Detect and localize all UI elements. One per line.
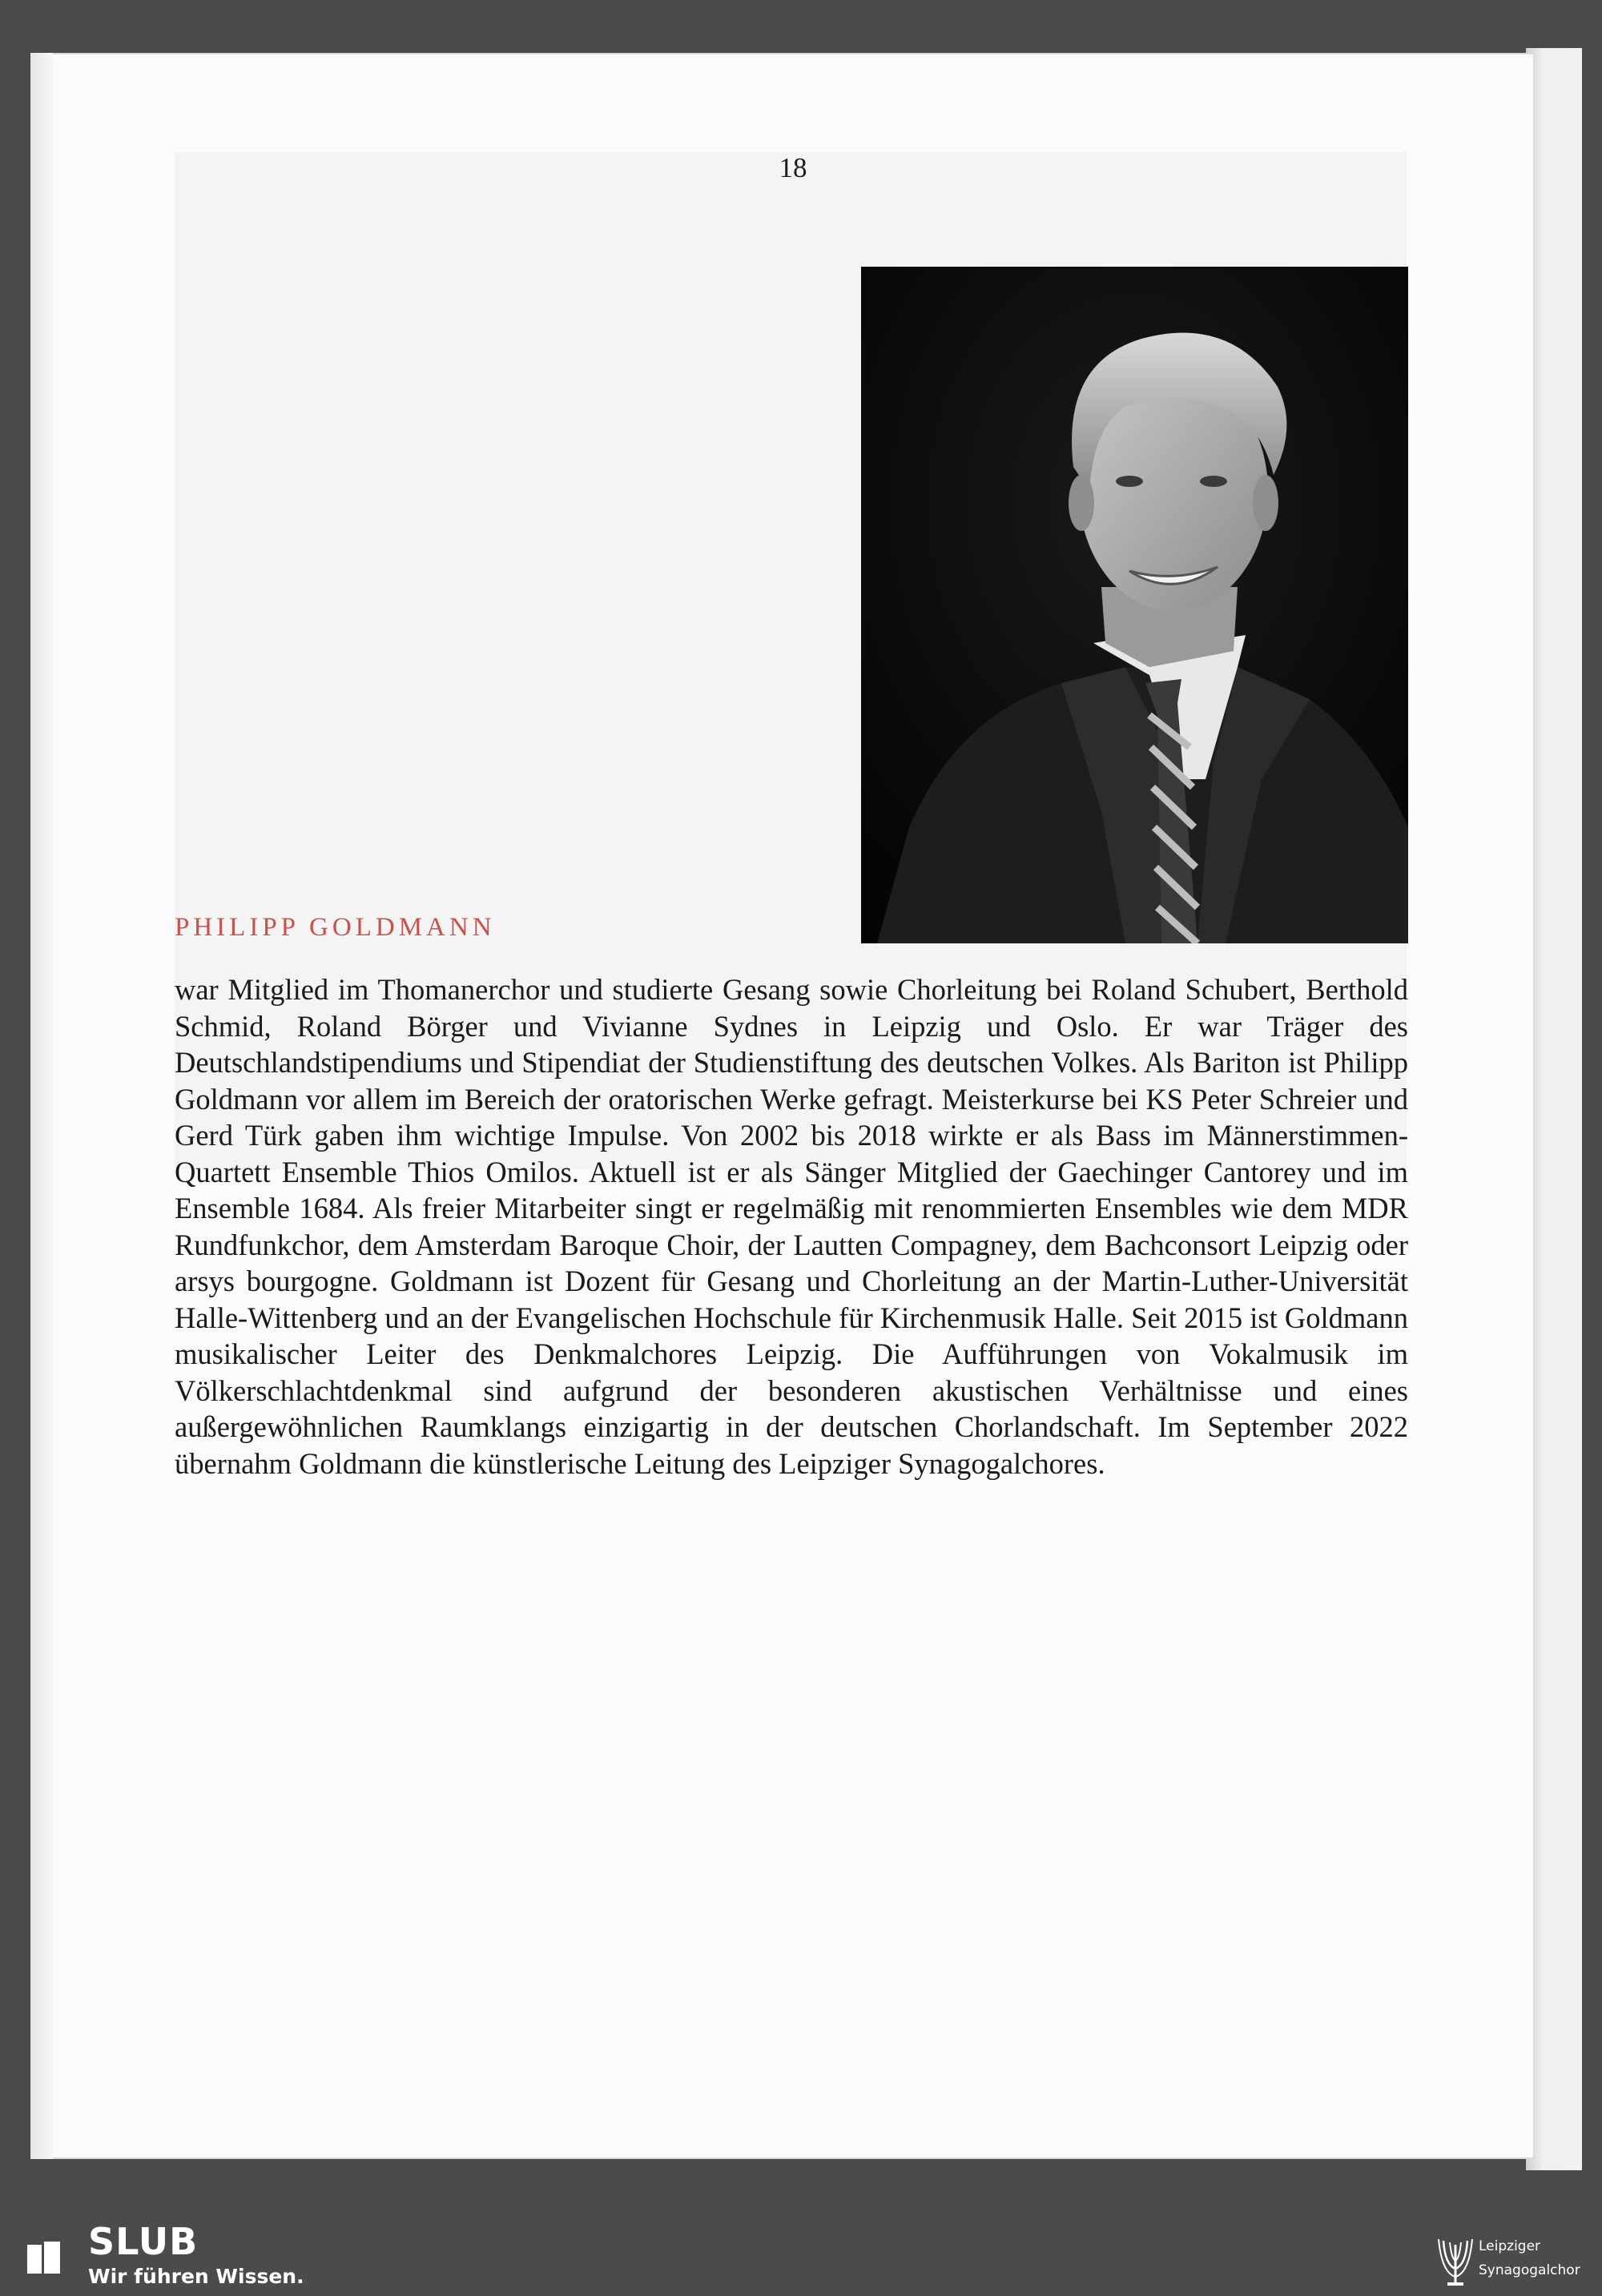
choir-logo-text [1479, 2234, 1599, 2282]
portrait-photo [861, 267, 1408, 943]
choir-name-line2: Synagogalchor [1479, 2262, 1580, 2278]
page-number: 18 [779, 152, 807, 183]
page-binding-edge [30, 53, 53, 2159]
choir-name-line1: Leipziger [1479, 2238, 1541, 2254]
biography-paragraph: war Mitglied im Thomanerchor und studierte Gesang sowie Chorleitung bei Roland Schubert, Berthold Schmid, Roland Börger und Vivianne Sydnes in Leipzig und Oslo. Er war Träger des Deutschlandstipendiums und Stipendiat der Studienstiftung des deutschen Volkes. Als Bariton ist Philipp Goldmann vor allem im Bereich der oratorischen Werke gefragt. Meisterkurse bei KS Peter Schreier und Gerd Türk gaben ihm wichtige Impulse. Von 2002 bis 2018 wirkte er als Bass im Männerstimmen-Quartett Ensemble Thios Omilos. Aktuell ist er als Sänger Mitglied der Gaechinger Cantorey und im Ensemble 1684. Als freier Mitarbeiter singt er regelmäßig mit renommierten Ensembles wie dem MDR Rundfunkchor, dem Amsterdam Baroque Choir, der Lautten Compagney, dem Bachconsort Leipzig oder arsys bourgogne. Goldmann ist Dozent für Gesang und Chorleitung an der Martin-Luther-Universität Halle-Wittenberg und an der Evangelischen Hochschule für Kirchenmusik Halle. Seit 2015 ist Goldmann musikalischer Leiter des Denkmalchores Leipzig. Die Aufführungen von Vokalmusik im Völkerschlachtdenkmal sind aufgrund der besonderen akustischen Verhältnisse und eines außergewöhnlichen Raumklangs einzigartig in der deutschen Chorlandschaft. Im September 2022 übernahm Goldmann die künstlerische Leitung des Leipziger Synagogalchores. [175, 973, 1408, 1480]
slub-tagline: Wir führen Wissen. [88, 2265, 304, 2288]
person-name-heading: PHILIPP GOLDMANN [175, 913, 496, 942]
portrait-image [861, 267, 1408, 943]
menorah-icon [1435, 2225, 1475, 2289]
slub-book-icon[interactable] [24, 2238, 64, 2278]
slub-brand-name[interactable]: SLUB [88, 2220, 199, 2263]
